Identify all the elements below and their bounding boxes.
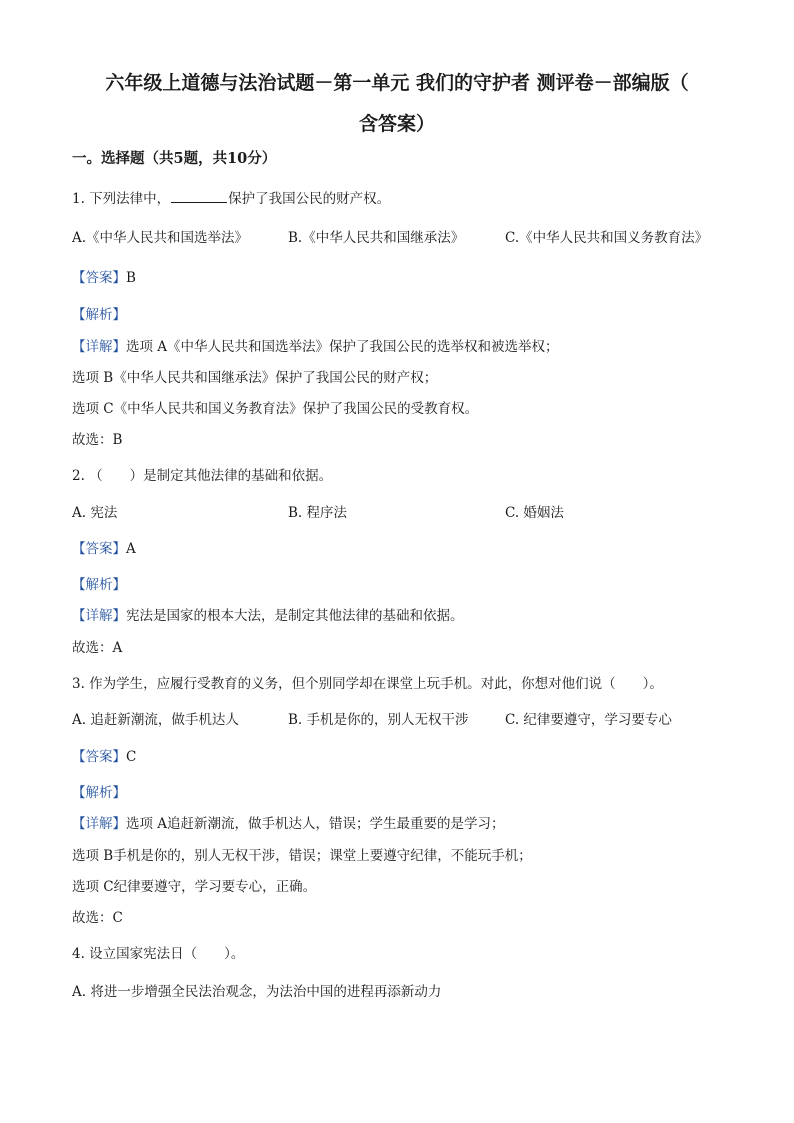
- question-2-option-c: C. 婚姻法: [505, 505, 564, 521]
- detail-text: 宪法是国家的根本大法，是制定其他法律的基础和依据。: [126, 608, 464, 624]
- detail-text: 选项 A追赶新潮流，做手机达人，错误；学生最重要的是学习；: [126, 816, 505, 832]
- answer-value: A: [126, 541, 136, 557]
- question-1-option-a: A.《中华人民共和国选举法》: [72, 230, 249, 246]
- question-1-stem: [72, 190, 390, 207]
- question-3-option-c: C. 纪律要遵守，学习要专心: [505, 712, 672, 728]
- detail-tag: 【详解】: [72, 339, 126, 355]
- question-1-detail-2: 选项 B《中华人民共和国继承法》保护了我国公民的财产权；: [72, 370, 438, 386]
- question-1-conclusion: 故选：B: [72, 432, 123, 448]
- question-1-option-c: C.《中华人民共和国义务教育法》: [505, 230, 709, 246]
- question-4-option-a: A. 将进一步增强全民法治观念，为法治中国的进程再添新动力: [72, 984, 442, 1000]
- question-1-option-b: B.《中华人民共和国继承法》: [288, 230, 465, 246]
- answer-value: B: [126, 270, 136, 286]
- question-2-analysis-tag: 【解析】: [72, 577, 126, 593]
- answer-blank: [171, 190, 227, 203]
- section-heading: 一。选择题（共5题，共10分）: [72, 150, 277, 167]
- question-1-analysis-tag: 【解析】: [72, 307, 126, 323]
- question-2-stem: 2. （ ）是制定其他法律的基础和依据。: [72, 468, 333, 484]
- detail-text: 选项 A《中华人民共和国选举法》保护了我国公民的选举权和被选举权；: [126, 339, 559, 355]
- question-2-option-b: B. 程序法: [288, 505, 348, 521]
- answer-tag: 【答案】: [72, 749, 126, 765]
- question-3-detail-3: 选项 C纪律要遵守，学习要专心，正确。: [72, 879, 317, 895]
- question-1-stem-start: 1. 下列法律中，: [72, 191, 171, 207]
- detail-tag: 【详解】: [72, 608, 126, 624]
- question-3-analysis-tag: 【解析】: [72, 785, 126, 801]
- question-1-detail-1: [72, 341, 559, 355]
- question-3-answer: [72, 751, 136, 765]
- question-2-answer: [72, 543, 136, 557]
- question-3-detail-2: 选项 B手机是你的，别人无权干涉，错误；课堂上要遵守纪律，不能玩手机；: [72, 848, 532, 864]
- question-2-detail-1: [72, 610, 464, 624]
- answer-tag: 【答案】: [72, 541, 126, 557]
- question-3-option-b: B. 手机是你的，别人无权干涉: [288, 712, 469, 728]
- question-1-detail-3: 选项 C《中华人民共和国义务教育法》保护了我国公民的受教育权。: [72, 401, 479, 417]
- answer-tag: 【答案】: [72, 270, 126, 286]
- question-3-conclusion: 故选：C: [72, 910, 123, 926]
- question-3-detail-1: [72, 818, 505, 832]
- question-3-stem: 3. 作为学生，应履行受教育的义务，但个别同学却在课堂上玩手机。对此，你想对他们说（ ）。: [72, 676, 663, 692]
- question-4-stem: 4. 设立国家宪法日（ ）。: [72, 946, 245, 962]
- question-2-conclusion: 故选：A: [72, 640, 123, 656]
- document-title-line-1: 六年级上道德与法治试题－第一单元 我们的守护者 测评卷－部编版（: [105, 72, 689, 94]
- question-1-answer: [72, 272, 136, 286]
- question-1-stem-end: 保护了我国公民的财产权。: [228, 191, 391, 207]
- document-title-line-2: 含答案）: [358, 113, 435, 135]
- answer-value: C: [126, 749, 137, 765]
- question-3-option-a: A. 追赶新潮流，做手机达人: [72, 712, 239, 728]
- detail-tag: 【详解】: [72, 816, 126, 832]
- question-2-option-a: A. 宪法: [72, 505, 118, 521]
